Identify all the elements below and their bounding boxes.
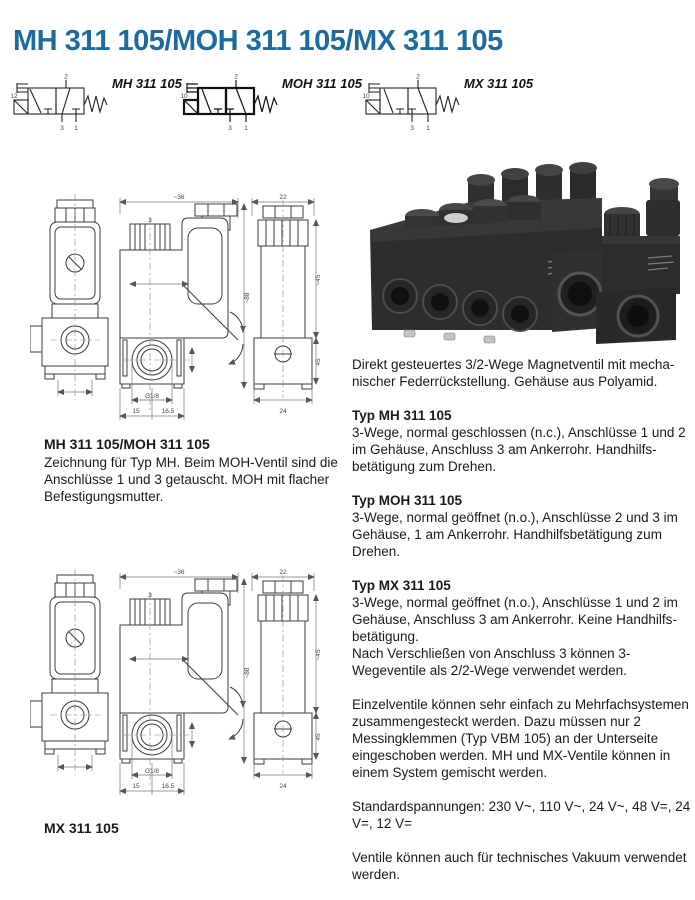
section-mx (352, 577, 694, 679)
technical-drawing-mh (30, 188, 322, 428)
valve-manifold-illustration (370, 162, 604, 343)
dim-bottom-right: 16.5 (161, 408, 175, 415)
valve-schematic-moh-icon (178, 72, 278, 136)
section-mx-heading: Typ MX 311 105 (352, 578, 451, 593)
symbol-label-moh: MOH 311 105 (282, 76, 362, 91)
section-mx-body: 3-Wege, normal geöffnet (n.o.), Anschlüsse 1 und 2 im Gehäuse, Anschluss 3 am Ankerrohr. Keine Handhilfsbetätigung. (352, 595, 678, 644)
product-photo (352, 158, 695, 352)
port-label-3: 3 (228, 125, 232, 132)
pilot-label-12: 12 (10, 93, 18, 100)
pilot-label-10: 10 (362, 93, 370, 100)
port-label-2: 2 (64, 73, 68, 81)
valve-schematic-mh-icon (8, 72, 108, 136)
drawing1-caption-title: MH 311 105/MOH 311 105 (44, 436, 210, 452)
page-title: MH 311 105/MOH 311 105/MX 311 105 (13, 25, 503, 58)
drawing2-caption-title: MX 311 105 (44, 820, 119, 836)
vacuum-paragraph: Ventile können auch für technisches Vakuum verwendet werden. (352, 850, 687, 882)
section-moh (352, 492, 694, 560)
port-label-2: 2 (234, 73, 238, 81)
dim-port-thread: G1/8 (144, 393, 160, 400)
dim-height-coil: ~45 (315, 274, 322, 286)
port-number-label: 3 (148, 217, 152, 224)
symbol-label-mx: MX 311 105 (464, 76, 534, 91)
drawing2-caption (44, 820, 344, 838)
section-moh-body: 3-Wege, normal geöffnet (n.o.), Anschlüsse 2 und 3 im Gehäuse, 1 am Ankerrohr. Handhilfsbetätigung zum Drehen. (352, 510, 678, 559)
technical-drawing-mx (30, 563, 322, 803)
port-label-1: 1 (244, 125, 248, 132)
drawing1-caption (44, 436, 344, 505)
port-label-3: 3 (410, 125, 414, 132)
valve-symbol-mh (8, 72, 186, 136)
port-label-2: 2 (416, 73, 420, 81)
dim-base-width: 24 (279, 408, 287, 415)
intro-paragraph: Direkt gesteuertes 3/2-Wege Magnetventil mit mechanischer Federrückstellung. Gehäuse aus Polyamid. (352, 357, 675, 389)
dim-width-side: 22 (279, 194, 287, 201)
dim-width-front: ~36 (173, 194, 185, 201)
dim-height-lower: 45 (315, 358, 322, 366)
section-mh-body: 3-Wege, normal geschlossen (n.c.), Anschlüsse 1 und 2 im Gehäuse, Anschluss 3 am Ankerrohr. Handhilfsbetätigung zum Drehen. (352, 425, 686, 474)
section-mh-heading: Typ MH 311 105 (352, 408, 452, 423)
description-column (352, 356, 694, 900)
dim-bottom-left: 15 (132, 408, 140, 415)
port-label-3: 3 (60, 125, 64, 132)
port-label-1: 1 (426, 125, 430, 132)
single-valve-illustration (596, 178, 680, 344)
section-moh-heading: Typ MOH 311 105 (352, 493, 463, 508)
port-label-1: 1 (74, 125, 78, 132)
valve-symbol-moh (178, 72, 362, 136)
symbol-label-mh: MH 311 105 (112, 76, 182, 91)
voltages-paragraph: Standardspannungen: 230 V~, 110 V~, 24 V~, 48 V=, 24 V=, 12 V= (352, 799, 691, 831)
valve-symbol-mx (360, 72, 538, 136)
drawing1-caption-body: Zeichnung für Typ MH. Beim MOH-Ventil sind die Anschlüsse 1 und 3 getauscht. MOH mit flacher Befestigungsmutter. (44, 455, 338, 504)
section-mx-body2: Nach Verschließen von Anschluss 3 können 3-Wegeventile als 2/2-Wege verwendet werden. (352, 646, 631, 678)
pilot-label-10: 10 (180, 93, 188, 100)
section-mh (352, 407, 694, 475)
dim-height-total: ~88 (244, 292, 251, 304)
valve-schematic-mx-icon (360, 72, 460, 136)
system-paragraph: Einzelventile können sehr einfach zu Mehrfachsystemen zusammengesteckt werden. Dazu müssen nur 2 Messingklemmen (Typ VBM 105) an der Unterseite eingeschoben werden. MH und MX-Ventile können in einem System gemischt werden. (352, 697, 689, 780)
